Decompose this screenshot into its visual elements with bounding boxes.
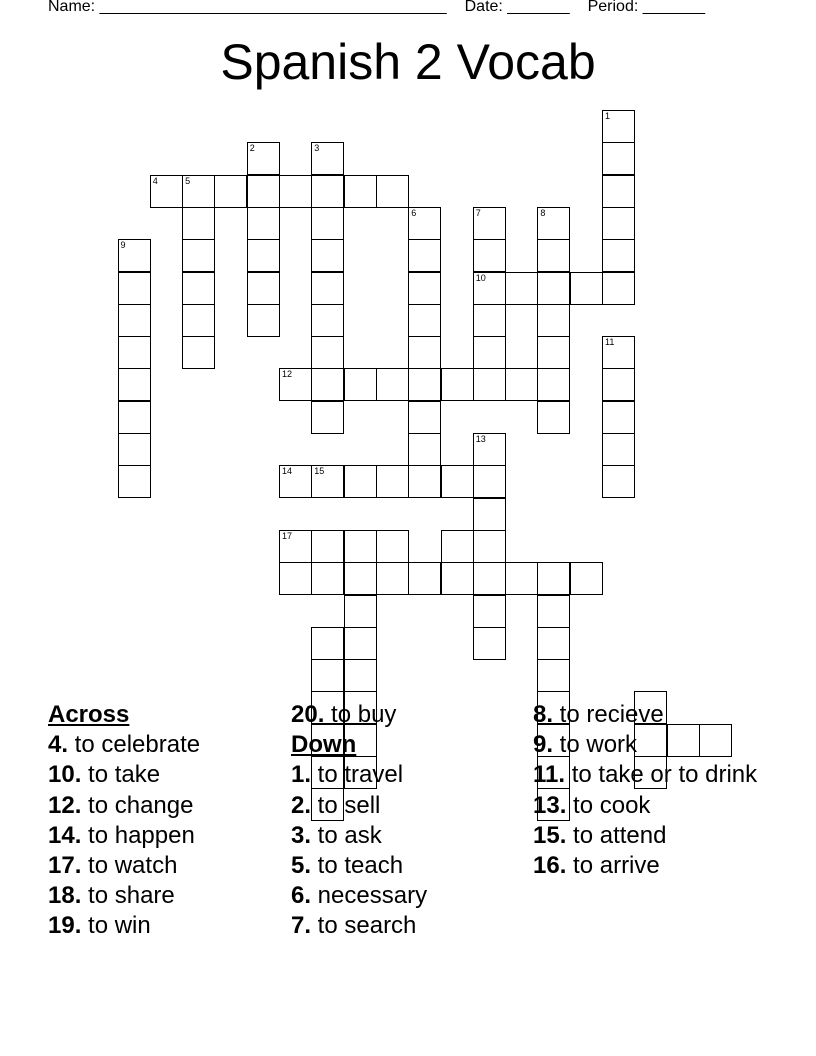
crossword-cell[interactable] (247, 304, 280, 337)
crossword-cell[interactable] (602, 336, 635, 369)
crossword-cell[interactable] (408, 207, 441, 240)
clue-item-text: to recieve (553, 701, 664, 728)
crossword-cell[interactable] (311, 336, 344, 369)
clue-item-text: to watch (81, 852, 178, 880)
crossword-cell[interactable] (602, 239, 635, 272)
clue-item (533, 700, 763, 730)
crossword-cell[interactable] (473, 239, 506, 272)
clue-item (533, 760, 763, 790)
crossword-cell[interactable] (344, 595, 377, 628)
crossword-cell[interactable] (537, 272, 570, 305)
clue-number: 9 (120, 240, 126, 251)
clue-item (48, 881, 288, 911)
clue-item (48, 730, 288, 760)
crossword-cell[interactable] (182, 207, 215, 240)
crossword-cell[interactable] (344, 175, 377, 208)
crossword-cell[interactable] (473, 368, 506, 401)
crossword-cell[interactable] (473, 304, 506, 337)
down-heading: Down (291, 731, 357, 759)
crossword-cell[interactable] (602, 110, 635, 143)
crossword-cell[interactable] (182, 175, 215, 208)
crossword-cell[interactable] (473, 498, 506, 531)
crossword-cell[interactable] (537, 627, 570, 660)
clue-item (48, 821, 288, 851)
clue-item (533, 821, 763, 851)
crossword-cell[interactable] (441, 562, 474, 595)
clue-number: 14 (282, 466, 293, 477)
crossword-cell[interactable] (441, 368, 474, 401)
clue-item-number: 1. (291, 761, 312, 789)
crossword-cell[interactable] (537, 239, 570, 272)
crossword-cell[interactable] (247, 142, 280, 175)
clue-number: 6 (411, 207, 417, 218)
clue-item (48, 911, 288, 941)
clue-item-text: necessary (311, 882, 428, 910)
clue-item-number: 15. (533, 821, 567, 849)
clue-number: 7 (475, 207, 481, 218)
crossword-cell[interactable] (505, 368, 538, 401)
clue-item (48, 760, 288, 790)
crossword-cell[interactable] (118, 304, 151, 337)
across-heading: Across (48, 701, 130, 728)
clue-item-text: to arrive (566, 852, 660, 880)
crossword-cell[interactable] (311, 368, 344, 401)
crossword-cell[interactable] (473, 627, 506, 660)
crossword-cell[interactable] (602, 401, 635, 434)
crossword-cell[interactable] (311, 562, 344, 595)
clue-item (48, 791, 288, 821)
clue-item-text: to sell (311, 791, 381, 819)
crossword-cell[interactable] (182, 336, 215, 369)
crossword-cell[interactable] (311, 207, 344, 240)
crossword-cell[interactable] (570, 272, 603, 305)
crossword-cell[interactable] (344, 530, 377, 563)
crossword-cell[interactable] (118, 401, 151, 434)
clue-item (48, 851, 288, 881)
clue-item (291, 791, 531, 821)
crossword-cell[interactable] (408, 465, 441, 498)
crossword-cell[interactable] (537, 304, 570, 337)
crossword-cell[interactable] (118, 433, 151, 466)
clue-item (291, 881, 531, 911)
clue-item-text: to work (553, 731, 638, 759)
crossword-cell[interactable] (182, 239, 215, 272)
crossword-cell[interactable] (570, 562, 603, 595)
crossword-cell[interactable] (602, 272, 635, 305)
crossword-cell[interactable] (505, 562, 538, 595)
clue-item-text: to ask (311, 821, 382, 849)
crossword-cell[interactable] (408, 562, 441, 595)
crossword-cell[interactable] (279, 465, 312, 498)
clue-item-text: to win (81, 912, 151, 940)
clue-item-number: 2. (291, 791, 312, 819)
clue-item-number: 3. (291, 821, 312, 849)
crossword-cell[interactable] (344, 659, 377, 692)
clues-column-1 (48, 700, 288, 942)
crossword-cell[interactable] (311, 272, 344, 305)
page-title: Spanish 2 Vocab (220, 34, 596, 90)
crossword-cell[interactable] (473, 530, 506, 563)
clue-item-text: to take or to drink (565, 761, 758, 789)
crossword-cell[interactable] (408, 239, 441, 272)
crossword-cell[interactable] (118, 336, 151, 369)
crossword-cell[interactable] (505, 272, 538, 305)
crossword-cell[interactable] (311, 239, 344, 272)
clue-number: 13 (475, 434, 486, 444)
crossword-cell[interactable] (182, 272, 215, 305)
clue-item-number: 20. (291, 701, 325, 728)
crossword-cell[interactable] (602, 142, 635, 175)
clue-item (291, 700, 531, 730)
crossword-cell[interactable] (408, 304, 441, 337)
crossword-cell[interactable] (214, 175, 247, 208)
crossword-cell[interactable] (473, 562, 506, 595)
crossword-cell[interactable] (118, 239, 151, 272)
crossword-cell[interactable] (376, 175, 409, 208)
crossword-cell[interactable] (150, 175, 183, 208)
crossword-cell[interactable] (247, 272, 280, 305)
crossword-cell[interactable] (311, 530, 344, 563)
clue-item-number: 11. (533, 761, 566, 789)
clue-number: 10 (475, 272, 486, 283)
crossword-cell[interactable] (311, 401, 344, 434)
clue-number: 5 (185, 175, 191, 186)
clue-item-text: to take (81, 761, 161, 789)
crossword-cell[interactable] (279, 562, 312, 595)
clue-item-text: to share (81, 882, 175, 910)
date-field[interactable]: Date: _______ (464, 0, 570, 15)
clue-item-text: to happen (81, 821, 195, 849)
name-field[interactable]: Name: _______________________________________ (48, 0, 447, 15)
crossword-cell[interactable] (473, 336, 506, 369)
crossword-cell[interactable] (408, 336, 441, 369)
clue-item (533, 791, 763, 821)
crossword-cell[interactable] (279, 175, 312, 208)
clue-item-text: to travel (311, 761, 404, 789)
clue-number: 8 (540, 207, 546, 218)
clue-item (533, 730, 763, 760)
crossword-cell[interactable] (247, 239, 280, 272)
crossword-cell[interactable] (118, 272, 151, 305)
crossword-cell[interactable] (344, 562, 377, 595)
clue-number: 12 (282, 369, 293, 380)
clue-item (533, 851, 763, 881)
crossword-cell[interactable] (602, 368, 635, 401)
clue-item-number: 8. (533, 701, 554, 728)
crossword-cell[interactable] (602, 465, 635, 498)
clue-item-number: 5. (291, 852, 312, 880)
clue-item-number: 9. (533, 731, 554, 759)
clue-number: 4 (152, 175, 158, 186)
clue-item-number: 10. (48, 761, 82, 789)
crossword-cell[interactable] (537, 336, 570, 369)
crossword-cell[interactable] (376, 530, 409, 563)
crossword-cell[interactable] (473, 207, 506, 240)
clue-number: 1 (605, 111, 611, 121)
crossword-cell[interactable] (537, 659, 570, 692)
clues-column-2 (291, 700, 531, 942)
crossword-cell[interactable] (279, 530, 312, 563)
crossword-cell[interactable] (247, 175, 280, 208)
clue-item-number: 13. (533, 791, 567, 819)
crossword-cell[interactable] (441, 465, 474, 498)
crossword-cell[interactable] (602, 175, 635, 208)
crossword-cell[interactable] (376, 465, 409, 498)
clue-item-number: 16. (533, 852, 567, 880)
clue-number: 2 (249, 143, 255, 154)
worksheet-header (48, 0, 723, 16)
crossword-cell[interactable] (118, 465, 151, 498)
clue-item-number: 14. (48, 821, 82, 849)
clue-item-text: to teach (311, 852, 404, 880)
crossword-cell[interactable] (311, 175, 344, 208)
clue-number: 11 (605, 337, 615, 348)
crossword-cell[interactable] (311, 627, 344, 660)
crossword-cell[interactable] (376, 368, 409, 401)
crossword-cell[interactable] (537, 595, 570, 628)
clue-item-number: 17. (48, 852, 82, 880)
crossword-cell[interactable] (602, 433, 635, 466)
clue-item-text: to attend (566, 821, 667, 849)
crossword-cell[interactable] (311, 659, 344, 692)
clue-number: 3 (314, 143, 320, 154)
crossword-cell[interactable] (408, 401, 441, 434)
clue-item-number: 19. (48, 912, 82, 940)
clue-item-number: 12. (48, 791, 82, 819)
clues-column-3 (533, 700, 763, 881)
clue-item-number: 6. (291, 882, 312, 910)
crossword-cell[interactable] (537, 401, 570, 434)
crossword-cell[interactable] (344, 627, 377, 660)
clue-number: 15 (314, 466, 325, 477)
crossword-cell[interactable] (118, 368, 151, 401)
crossword-cell[interactable] (279, 368, 312, 401)
clue-item-text: to search (311, 912, 417, 940)
crossword-cell[interactable] (473, 433, 506, 466)
crossword-cell[interactable] (311, 304, 344, 337)
clue-item-number: 18. (48, 882, 82, 910)
crossword-cell[interactable] (311, 142, 344, 175)
clue-number: 17 (282, 530, 293, 541)
clue-item (291, 851, 531, 881)
clue-item-number: 4. (48, 731, 69, 759)
crossword-cell[interactable] (473, 595, 506, 628)
clue-item (291, 821, 531, 851)
crossword-cell[interactable] (344, 465, 377, 498)
crossword-cell[interactable] (473, 465, 506, 498)
crossword-cell[interactable] (602, 207, 635, 240)
crossword-cell[interactable] (473, 272, 506, 305)
crossword-cell[interactable] (537, 207, 570, 240)
crossword-cell[interactable] (537, 562, 570, 595)
clue-item-text: to cook (566, 791, 651, 819)
crossword-cell[interactable] (537, 368, 570, 401)
clue-item-number: 7. (291, 912, 312, 940)
crossword-cell[interactable] (182, 304, 215, 337)
crossword-cell[interactable] (408, 368, 441, 401)
clue-item-text: to celebrate (68, 731, 201, 759)
crossword-cell[interactable] (344, 368, 377, 401)
crossword-cell[interactable] (247, 207, 280, 240)
crossword-cell[interactable] (408, 272, 441, 305)
crossword-cell[interactable] (408, 433, 441, 466)
crossword-cell[interactable] (441, 530, 474, 563)
clue-item (291, 760, 531, 790)
period-field[interactable]: Period: _______ (587, 0, 706, 15)
clue-item (291, 911, 531, 941)
clue-item-text: to buy (324, 701, 397, 728)
crossword-cell[interactable] (376, 562, 409, 595)
clue-item-text: to change (81, 791, 194, 819)
crossword-cell[interactable] (311, 465, 344, 498)
